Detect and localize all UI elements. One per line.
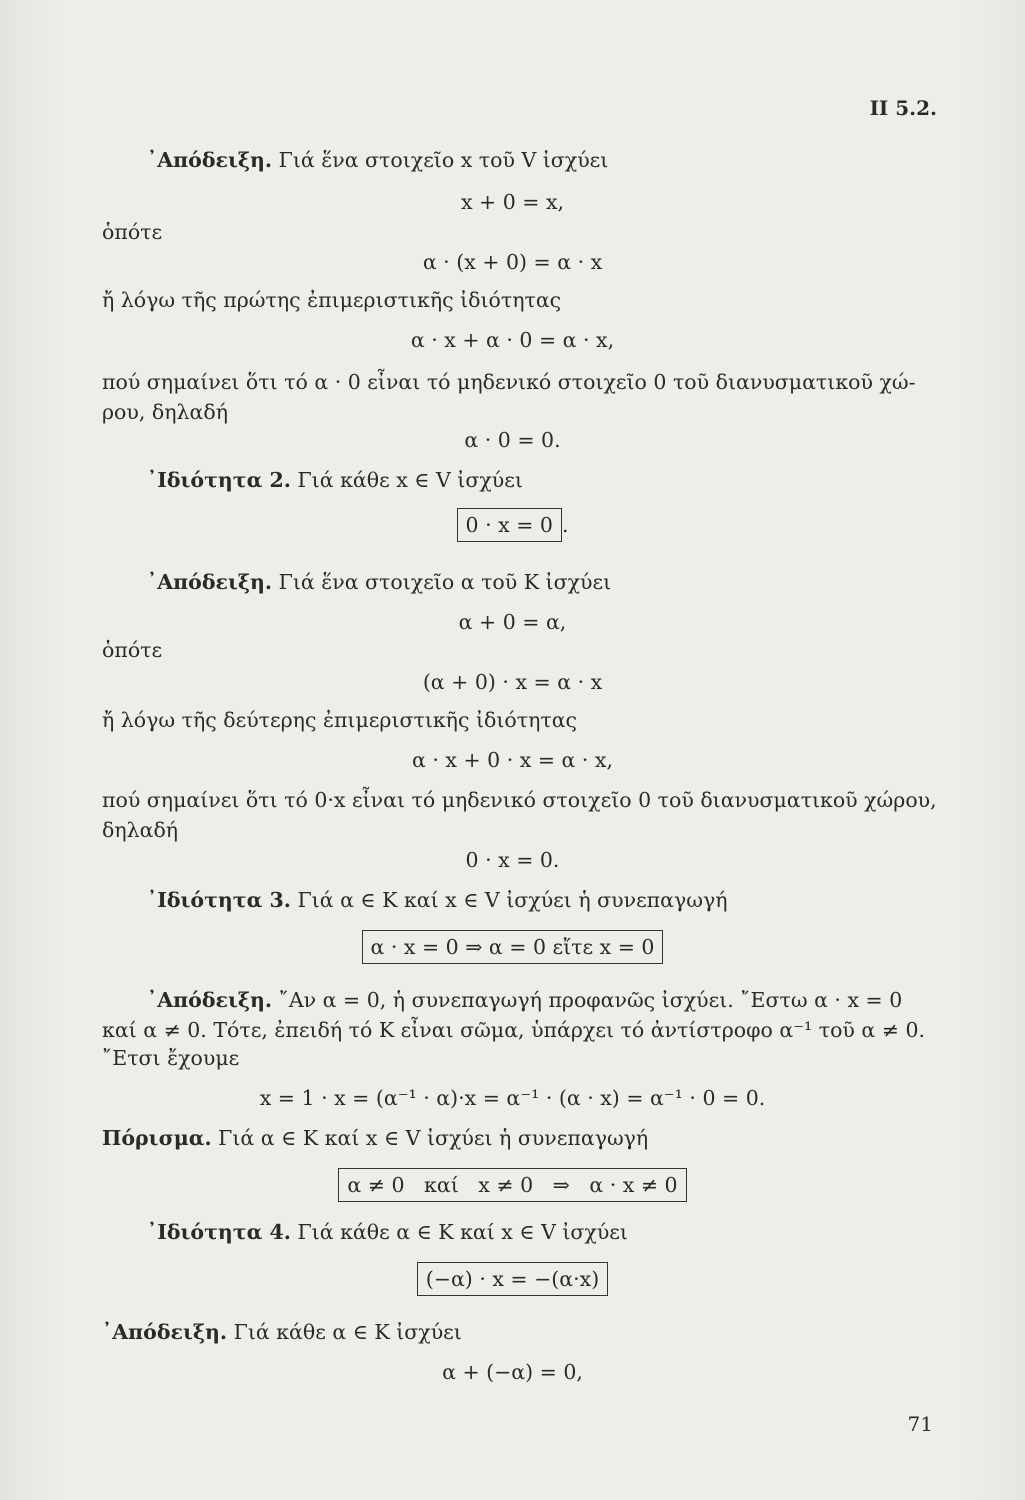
prop4-boxed-row [0,1262,1025,1296]
proof2-eq3: α · x + 0 · x = α · x, [412,748,613,772]
proof1-means-line2: ρου, δηλαδή [102,400,228,424]
prop2-period: . [561,513,569,537]
proof2-intro-text: Γιά ἕνα στοιχεῖο α τοῦ Κ ἰσχύει [278,570,612,594]
section-header: ΙΙ 5.2. [869,96,937,120]
proof2-means-line2: δηλαδή [102,818,179,842]
proof1-opote: ὁπότε [102,220,163,244]
proof3-line1 [147,986,902,1014]
proof1-because: ἤ λόγω τῆς πρώτης ἐπιμεριστικῆς ἰδιότητας [102,288,562,312]
proof2-eq1: α + 0 = α, [458,610,567,634]
prop4-label: ᾿Ιδιότητα 4. [147,1220,291,1244]
prop4-boxed-formula: (−α) · x = −(α·x) [417,1262,608,1296]
proof1-intro [147,146,608,174]
proof2-label: ᾿Απόδειξη. [147,570,273,594]
proof1-eq3: α · x + α · 0 = α · x, [410,328,615,352]
proof3-equation: x = 1 · x = (α⁻¹ · α)·x = α⁻¹ · (α · x) = α⁻¹ · 0 = 0. [259,1086,766,1110]
corollary-label: Πόρισμα. [102,1126,212,1150]
prop2-label: ᾿Ιδιότητα 2. [147,468,291,492]
proof3-line3: ῎Ετσι ἔχουμε [102,1046,240,1070]
corollary-boxed-row [0,1168,1025,1202]
prop2-boxed-formula: 0 · x = 0 [457,508,562,542]
proof2-opote: ὁπότε [102,638,163,662]
prop3-boxed-formula: α · x = 0 ⇒ α = 0 εἴτε x = 0 [362,930,664,964]
prop4-statement [147,1218,628,1246]
prop4-text: Γιά κάθε α ∈ Κ καί x ∈ V ἰσχύει [297,1220,628,1244]
proof3-label: ᾿Απόδειξη. [147,988,273,1012]
proof4-intro [102,1318,462,1346]
corollary-statement [102,1124,648,1152]
prop3-boxed-row [0,930,1025,964]
prop2-statement [147,466,523,494]
proof1-means-line1: πού σημαίνει ὅτι τό α · 0 εἶναι τό μηδενικό στοιχεῖο 0 τοῦ διανυσματικοῦ χώ- [102,370,916,394]
proof2-means-line1: πού σημαίνει ὅτι τό 0·x εἶναι τό μηδενικό στοιχεῖο 0 τοῦ διανυσματικοῦ χώρου, [102,788,937,812]
proof2-intro [147,568,611,596]
prop2-text: Γιά κάθε x ∈ V ἰσχύει [297,468,523,492]
proof1-eq2: α · (x + 0) = α · x [422,250,603,274]
proof2-eq2: (α + 0) · x = α · x [422,670,603,694]
prop3-text: Γιά α ∈ Κ καί x ∈ V ἰσχύει ἡ συνεπαγωγή [297,888,728,912]
proof1-label: ᾿Απόδειξη. [147,148,273,172]
corollary-boxed-formula: α ≠ 0 καί x ≠ 0 ⇒ α · x ≠ 0 [338,1168,686,1202]
proof3-line1-text: ῎Αν α = 0, ἡ συνεπαγωγή προφανῶς ἰσχύει. ῎Εστω α · x = 0 [278,988,903,1012]
prop3-label: ᾿Ιδιότητα 3. [147,888,291,912]
proof1-eq1: x + 0 = x, [460,190,565,214]
proof4-intro-text: Γιά κάθε α ∈ Κ ἰσχύει [233,1320,462,1344]
proof1-eq4: α · 0 = 0. [464,428,561,452]
proof2-because: ἤ λόγω τῆς δεύτερης ἐπιμεριστικῆς ἰδιότητας [102,708,578,732]
proof2-eq4: 0 · x = 0. [465,848,560,872]
corollary-text: Γιά α ∈ Κ καί x ∈ V ἰσχύει ἡ συνεπαγωγή [218,1126,649,1150]
prop2-boxed-row [0,508,1025,542]
prop3-statement [147,886,728,914]
proof1-intro-text: Γιά ἕνα στοιχεῖο x τοῦ V ἰσχύει [278,148,609,172]
proof3-line2: καί α ≠ 0. Τότε, ἐπειδή τό Κ εἶναι σῶμα, ὑπάρχει τό ἀντίστροφο α⁻¹ τοῦ α ≠ 0. [102,1018,926,1042]
proof4-eq1: α + (−α) = 0, [442,1360,583,1384]
proof4-label: ᾿Απόδειξη. [102,1320,228,1344]
page-number: 71 [907,1412,933,1436]
